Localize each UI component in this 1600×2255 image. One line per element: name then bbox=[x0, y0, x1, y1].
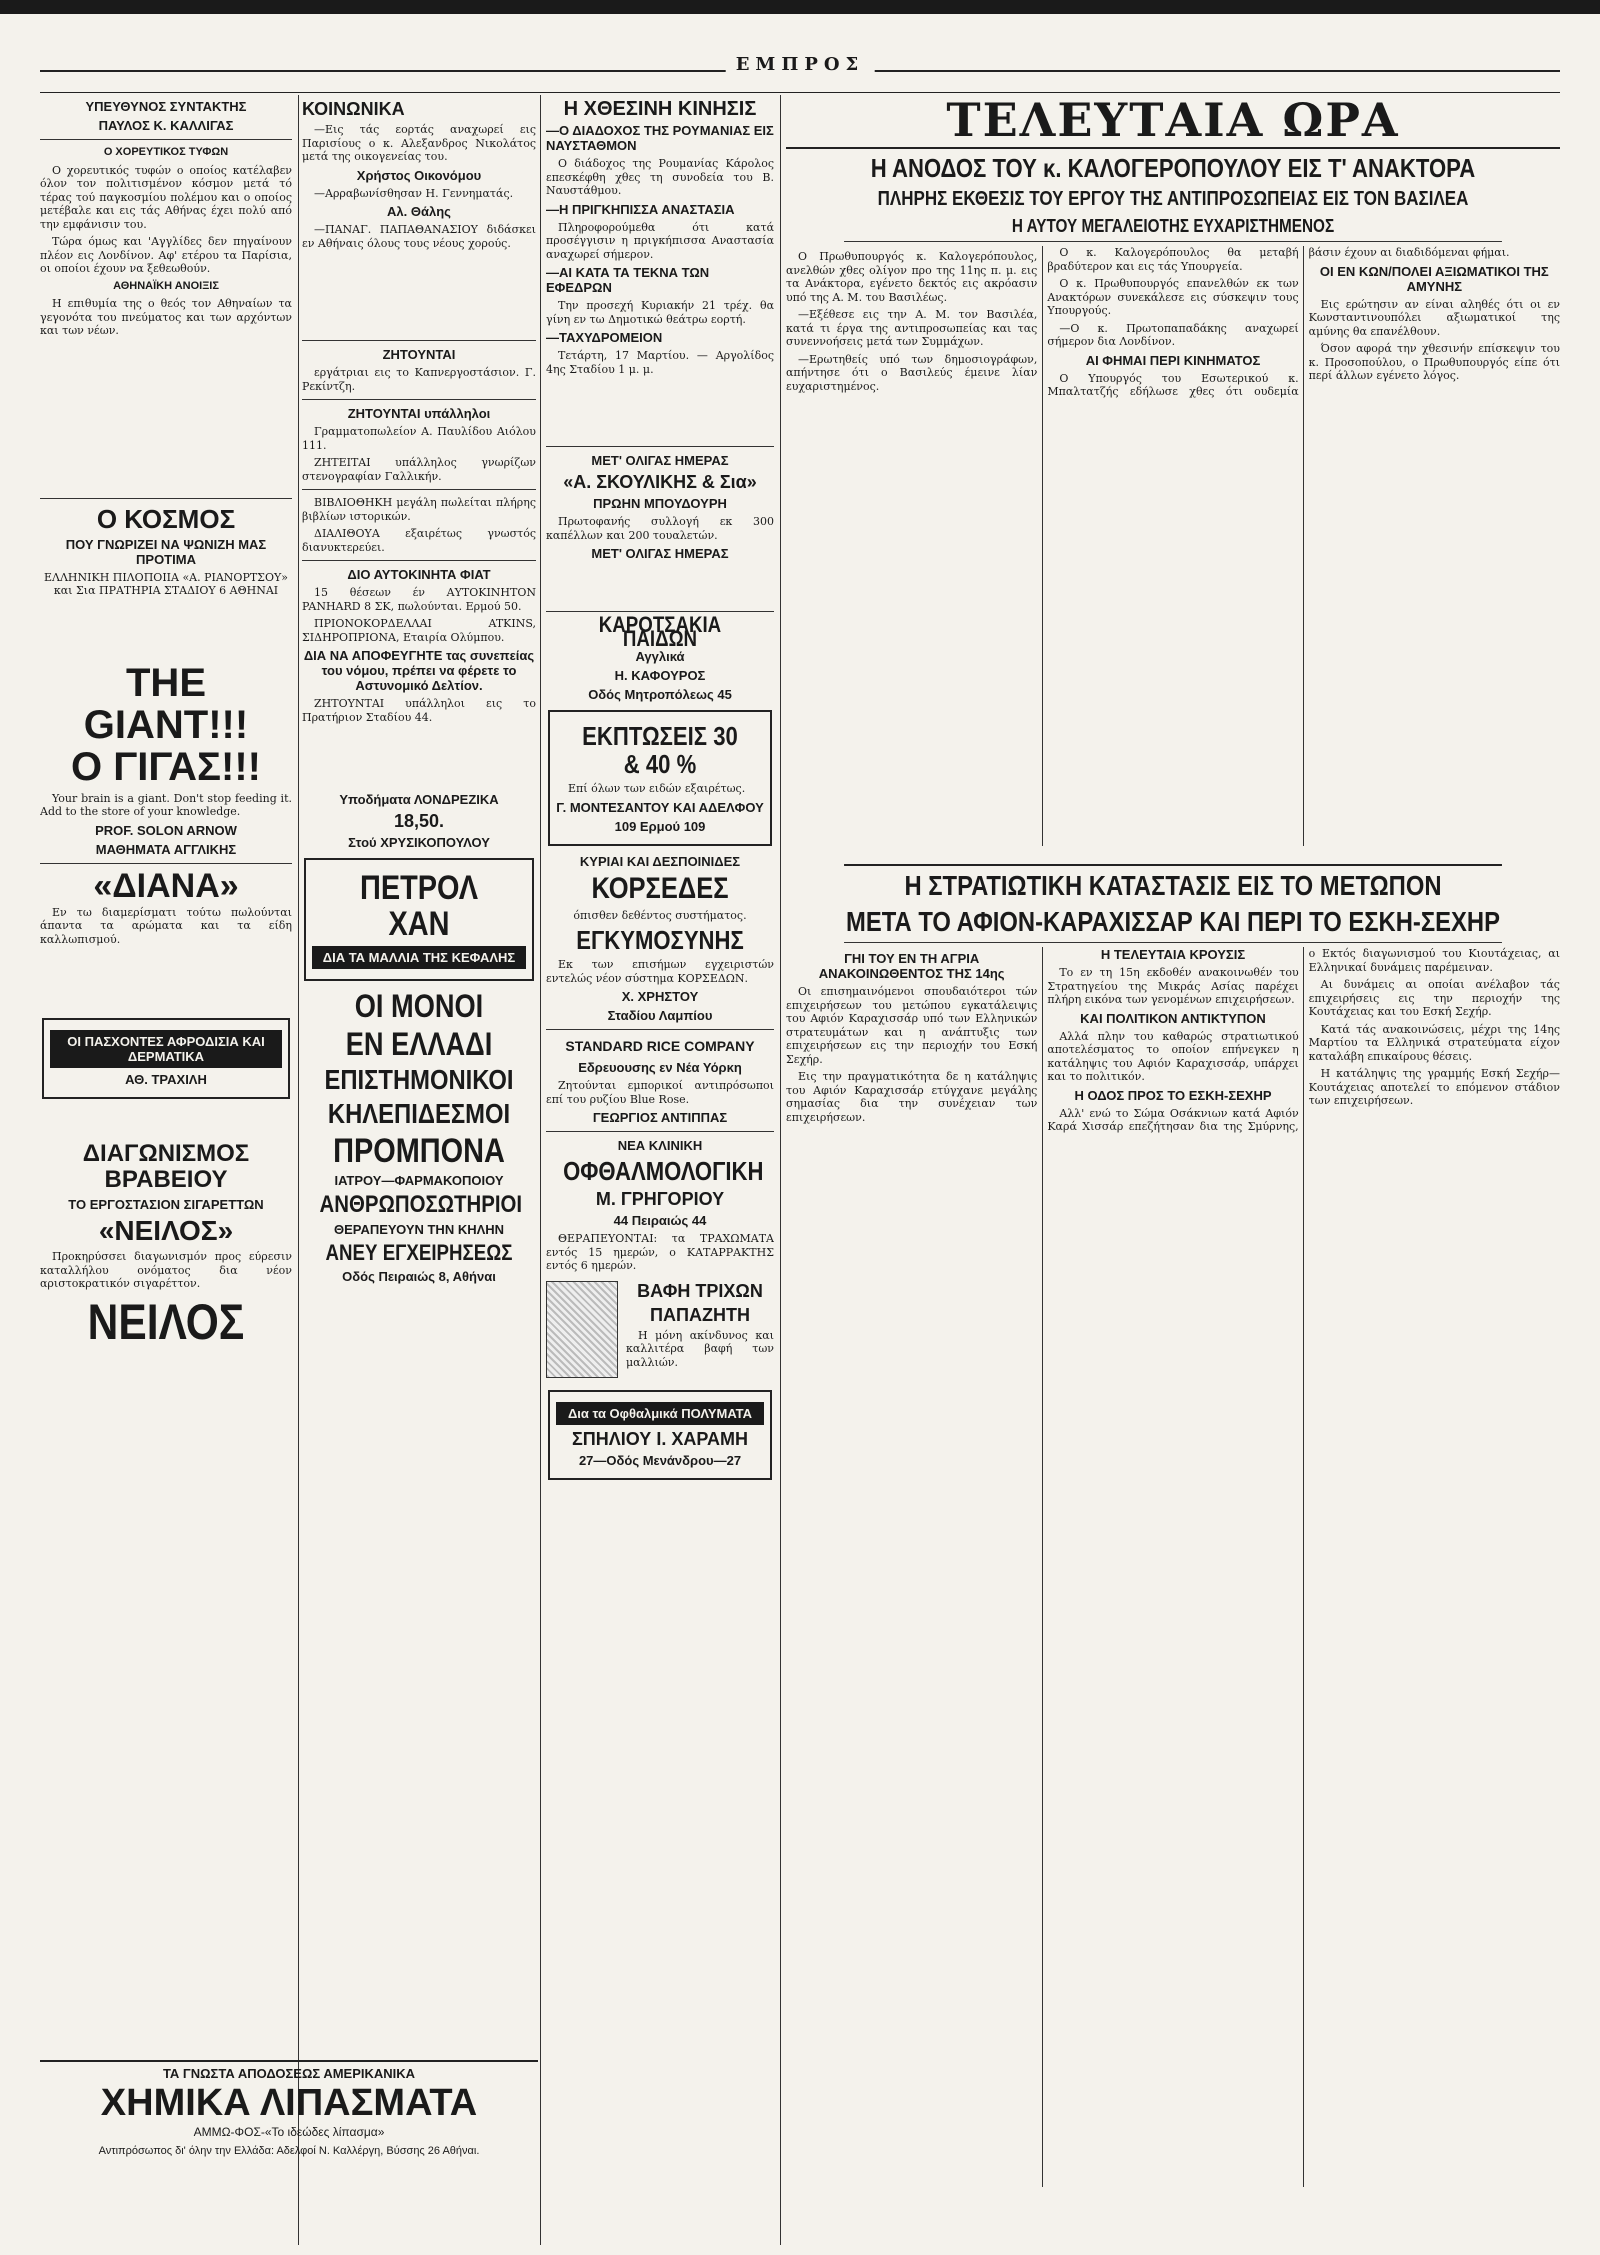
ad-fertilizer-line1: ΤΑ ΓΝΩΣΤΑ ΑΠΟΔΟΣΕΩΣ ΑΜΕΡΙΚΑΝΙΚΑ bbox=[162, 2066, 416, 2081]
ad-prams-address: Οδός Μητροπόλεως 45 bbox=[588, 687, 732, 702]
ad-skoulikis-post: ΜΕΤ' ΟΛΙΓΑΣ ΗΜΕΡΑΣ bbox=[591, 546, 729, 561]
divider bbox=[40, 863, 292, 864]
ad-ortho-2: ΘΕΡΑΠΕΥΟΥΝ ΤΗΝ ΚΗΛΗΝ bbox=[333, 1222, 505, 1237]
ad-rice-sub: Εδρευουσης εν Νέα Υόρκη bbox=[578, 1060, 742, 1075]
ad-monoi-4: ΚΗΛΕΠΙΔΕΣΜΟΙ bbox=[327, 1098, 511, 1129]
classified-title: ΔΙΑ ΝΑ ΑΠΟΦΕΥΓΗΤΕ τας συνεπείας του νόμου, πρέπει να φέρετε το Αστυνομικό Δελτίον. bbox=[303, 648, 535, 693]
ad-optics-name: ΣΠΗΛΙΟΥ Ι. ΧΑΡΑΜΗ bbox=[572, 1428, 748, 1449]
lead-section-head: ΑΙ ΦΗΜΑΙ ΠΕΡΙ ΚΙΝΗΜΑΤΟΣ bbox=[1085, 352, 1261, 368]
ad-discount-address: 109 Ερμού 109 bbox=[614, 818, 706, 834]
ad-monoi-3: ΕΠΙΣΤΗΜΟΝΙΚΟΙ bbox=[324, 1064, 514, 1095]
front-paragraph: Το εν τη 15η εκδοθέν ανακοινωθέν του Στρατηγείου της Μικράς Ασίας παρέχει πλήρη εικόνα των γενομένων επιχειρήσεων. bbox=[1047, 966, 1299, 1006]
ad-monoi-5: ΠΡΟΜΠΟΝΑ bbox=[333, 1132, 505, 1170]
column-1 bbox=[40, 95, 292, 2055]
ad-giant-greek: Ο ΓΙΓΑΣ!!! bbox=[71, 744, 261, 789]
news-subhead: —ΑΙ ΚΑΤΑ ΤΑ ΤΕΚΝΑ ΤΩΝ ΕΦΕΔΡΩΝ bbox=[546, 265, 710, 295]
editor-name: ΠΑΥΛΟΣ Κ. ΚΑΛΛΙΓΑΣ bbox=[98, 118, 234, 133]
section-title-movement: Η ΧΘΕΣΙΝΗ ΚΙΝΗΣΙΣ bbox=[563, 98, 757, 120]
lead-story bbox=[786, 95, 1560, 855]
divider bbox=[302, 399, 536, 400]
spacer bbox=[546, 565, 774, 605]
ad-diana-title: «ΔΙΑΝΑ» bbox=[93, 866, 239, 905]
ad-corset-sub: όπισθεν δεθέντος συστήματος. bbox=[573, 908, 747, 922]
classified-body: 15 θέσεων έν ΑΥΤΟΚΙΝΗΤΟΝ PANHARD 8 ΣΚ, πωλούνται. Ερμού 50. bbox=[302, 586, 536, 613]
classified-body: ΔΙΑΛΙΘΟΥΑ εξαιρέτως γνωστός διανυκτερεύει. bbox=[302, 527, 536, 554]
lead-section-head: ΟΙ ΕΝ ΚΩΝ/ΠΟΛΕΙ ΑΞΙΩΜΑΤΙΚΟΙ ΤΗΣ ΑΜΥΝΗΣ bbox=[1319, 263, 1549, 294]
classified-title: ΖΗΤΟΥΝΤΑΙ bbox=[382, 347, 456, 362]
divider bbox=[302, 489, 536, 490]
front-paragraph: Αλλ' ενώ το Σώμα Οσάκνιων κατά Αφιόν Καρά Χισσάρ επεζήτησαν δια της Σμύρνης, ο Εκτός διαγωνισμού του Κιουτάχειας, αι Ελληνικαί δυνάμεις παρέμειναν. bbox=[1047, 947, 1560, 1133]
news-paragraph: Ο διάδοχος της Ρουμανίας Κάρολος επεσκέφθη χθες τη συνοδεία του Β. Ναυστάθμου. bbox=[546, 157, 774, 197]
masthead bbox=[40, 54, 1560, 93]
social-name: Χρήστος Οικονόμου bbox=[356, 167, 482, 183]
divider bbox=[40, 139, 292, 140]
article-paragraph: Ο χορευτικός τυφών ο οποίος κατέλαβεν όλον τον πολιτισμένον κόσμον μετά τό τέρας τού παγκοσμίου πολέμου και ο οποίος μετέβαλε και εις τάς Αθήνας έχει πολύ από την εμφάνισιν του. bbox=[40, 163, 292, 231]
ad-corset-pre: ΚΥΡΙΑΙ ΚΑΙ ΔΕΣΠΟΙΝΙΔΕΣ bbox=[579, 853, 741, 869]
ad-discount-title: ΕΚΠΤΩΣΕΙΣ 30 & 40 % bbox=[582, 721, 738, 779]
ad-clinic-body: ΘΕΡΑΠΕΥΟΝΤΑΙ: τα ΤΡΑΧΩΜΑΤΑ εντός 15 ημερών, ο ΚΑΤΑΡΡΑΚΤΗΣ εντός 6 ημερών. bbox=[546, 1232, 774, 1272]
column-rule bbox=[780, 95, 781, 2245]
lead-paragraph: Ο Υπουργός του Εσωτερικού κ. Μπαλτατζής εδήλωσε χθες ότι ουδεμία βάσιν έχουν αι διαδιδόμεναι φήμαι. bbox=[1047, 246, 1510, 398]
front-section-head: Η ΟΔΟΣ ΠΡΟΣ ΤΟ ΕΣΚΗ-ΣΕΧΗΡ bbox=[1074, 1087, 1272, 1103]
ad-corset-title: ΚΟΡΣΕΔΕΣ bbox=[591, 871, 729, 905]
ad-fertilizer bbox=[40, 2060, 538, 2212]
spacer bbox=[302, 728, 536, 788]
spacer bbox=[40, 602, 292, 662]
spacer bbox=[302, 254, 536, 334]
front-deck: ΓΗΙ ΤΟΥ ΕΝ ΤΗ ΑΓΡΙΑ ΑΝΑΚΟΙΝΩΘΕΝΤΟΣ ΤΗΣ 14ης bbox=[818, 951, 1005, 981]
ad-discount-shop: Γ. ΜΟΝΤΕΣΑΝΤΟΥ ΚΑΙ ΑΔΕΛΦΟΥ bbox=[556, 799, 764, 815]
ad-skoulikis-pre: ΜΕΤ' ΟΛΙΓΑΣ ΗΜΕΡΑΣ bbox=[591, 453, 729, 468]
classified-title: ΖΗΤΟΥΝΤΑΙ υπάλληλοι bbox=[347, 406, 491, 421]
ad-discount bbox=[548, 710, 772, 846]
classified-body: ΒΙΒΛΙΟΘΗΚΗ μεγάλη πωλείται πλήρης βιβλίων ιστορικών. bbox=[302, 496, 536, 523]
front-headline: Η ΣΤΡΑΤΙΩΤΙΚΗ ΚΑΤΑΣΤΑΣΙΣ ΕΙΣ ΤΟ ΜΕΤΩΠΟΝ bbox=[844, 864, 1502, 902]
lead-body bbox=[786, 246, 1560, 846]
article-side-head: Ο ΧΟΡΕΥΤΙΚΟΣ ΤΥΦΩΝ bbox=[103, 146, 229, 158]
ad-monoi-1: ΟΙ ΜΟΝΟΙ bbox=[354, 988, 484, 1024]
ad-optics bbox=[548, 1390, 772, 1480]
lead-paragraph: —Ερωτηθείς υπό των δημοσιογράφων, απήντησε ότι ο Βασιλεύς έμεινε λίαν ευχαριστημένος. bbox=[786, 352, 1038, 393]
social-paragraph: —ΠΑΝΑΓ. ΠΑΠΑΘΑΝΑΣΙΟΥ διδάσκει εν Αθήναις όλους τους νέους χορούς. bbox=[302, 223, 536, 250]
ad-neilos-big: ΝΕΙΛΟΣ bbox=[87, 1293, 245, 1350]
lead-headline: Η ΑΝΟΔΟΣ ΤΟΥ κ. ΚΑΛΟΓΕΡΟΠΟΥΛΟΥ ΕΙΣ Τ' ΑΝΑΚΤΟΡΑ bbox=[870, 153, 1476, 183]
ad-hairdye-brand: ΠΑΠΑΖΗΤΗ bbox=[650, 1304, 750, 1325]
news-paragraph: Τετάρτη, 17 Μαρτίου. — Αργολίδος 4ης Σταδίου 1 μ. μ. bbox=[546, 349, 774, 376]
ad-rice-title: STANDARD RICE COMPANY bbox=[565, 1038, 755, 1054]
ad-ortho-address: Οδός Πειραιώς 8, Αθήναι bbox=[342, 1269, 496, 1284]
ad-hairdye bbox=[546, 1277, 774, 1382]
ad-rice-contact: ΓΕΩΡΓΙΟΣ ΑΝΤΙΠΠΑΣ bbox=[592, 1110, 728, 1125]
ad-pregnancy-address: Σταδίου Λαμπίου bbox=[607, 1008, 713, 1023]
ad-prof-name: PROF. SOLON ARNOW bbox=[95, 822, 237, 838]
spacer bbox=[546, 380, 774, 440]
lead-paragraph: Ο κ. Πρωθυπουργός επανελθών εκ των Ανακτόρων συνεκάλεσε εις σύσκεψιν τους Υπουργούς. bbox=[1047, 277, 1299, 317]
front-body bbox=[786, 947, 1560, 2187]
ad-monoi-2: ΕΝ ΕΛΛΑΔΙ bbox=[345, 1026, 493, 1062]
ad-monoi-sub: ΙΑΤΡΟΥ—ΦΑΡΜΑΚΟΠΟΙΟΥ bbox=[334, 1173, 504, 1188]
ad-discount-body: Επί όλων των ειδών εξαιρέτως. bbox=[568, 782, 746, 795]
news-paragraph: Πληροφορούμεθα ότι κατά προσέγγισιν η πριγκήπισσα Αναστασία αναχωρεί σήμερον. bbox=[546, 220, 774, 261]
section-title-social: ΚΟΙΝΩΝΙΚΑ bbox=[302, 99, 405, 119]
column-rule bbox=[540, 95, 541, 2245]
ad-shoes: Υποδήματα ΛΟΝΔΡΕΖΙΚΑ bbox=[339, 792, 499, 807]
front-section-head: ΚΑΙ ΠΟΛΙΤΙΚΟΝ ΑΝΤΙΚΤΥΠΟΝ bbox=[1080, 1010, 1266, 1026]
masthead-title: ΕΜΠΡΟΣ bbox=[726, 54, 875, 75]
ad-skoulikis-title: «Α. ΣΚΟΥΛΙΚΗΣ & Σια» bbox=[563, 472, 757, 492]
ad-neilos-title: «ΝΕΙΛΟΣ» bbox=[98, 1215, 234, 1246]
divider bbox=[40, 498, 292, 499]
front-subhead: ΜΕΤΑ ΤΟ ΑΦΙΟΝ-ΚΑΡΑΧΙΣΣΑΡ ΚΑΙ ΠΕΡΙ ΤΟ ΕΣΚΗ-ΣΕΧΗΡ bbox=[844, 906, 1502, 943]
front-paragraph: Αι δυνάμεις αι οποίαι ανέλαβον τάς επιχειρήσεις εις την περιοχήν της Κουτάχειας και του Εσκή Σεχήρ. bbox=[1308, 978, 1560, 1018]
ad-clinic-address: 44 Πειραιώς 44 bbox=[613, 1213, 707, 1228]
top-rule bbox=[0, 0, 1600, 14]
front-paragraph: Εις την πραγματικότητα δε η κατάληψις του Αφιόν Καραχισσάρ ετύγχανε μεγάλης σημασίας δια την συνέχειαν των επιχειρήσεων. bbox=[786, 1070, 1038, 1124]
ad-skoulikis-sub: ΠΡΩΗΝ ΜΠΟΥΔΟΥΡΗ bbox=[593, 496, 727, 511]
front-paragraph: Αλλά πλην του καθαρώς στρατιωτικού αποτελέσματος το οποίον επήνεγκεν η κατάληψις του Αφιόν Καραχισσάρ, υπάρχει και το πολιτικόν. bbox=[1047, 1029, 1299, 1083]
lead-paragraph: Εις ερώτησιν αν είναι αληθές ότι οι εν Κωνσταντινουπόλει αξιωματικοί της αμύνης θα επανέλθουν. bbox=[1308, 297, 1560, 338]
ad-prams-shop: Η. ΚΑΦΟΥΡΟΣ bbox=[614, 668, 706, 683]
classified-title: ΔΙΟ ΑΥΤΟΚΙΝΗΤΑ ΦΙΑΤ bbox=[347, 567, 491, 582]
column-2 bbox=[302, 95, 536, 2055]
divider bbox=[546, 446, 774, 447]
ad-petrol-sub: ΔΙΑ ΤΑ ΜΑΛΛΙΑ ΤΗΣ ΚΕΦΑΛΗΣ bbox=[312, 946, 526, 969]
spacer bbox=[40, 950, 292, 1010]
ad-pasxontes-title: ΟΙ ΠΑΣΧΟΝΤΕΣ ΑΦΡΟΔΙΣΙΑ ΚΑΙ ΔΕΡΜΑΤΙΚΑ bbox=[50, 1030, 282, 1068]
article-side-head: ΑΘΗΝΑΪΚΗ ΑΝΟΙΞΙΣ bbox=[113, 279, 219, 292]
news-paragraph: Την προσεχή Κυριακήν 21 τρέχ. θα γίνη εν τω Δημοτικώ θεάτρω εορτή. bbox=[546, 299, 774, 326]
ad-pasxontes-doctor: ΑΘ. ΤΡΑΧΙΛΗ bbox=[125, 1072, 207, 1087]
ad-optics-line: Δια τα Οφθαλμικά ΠΟΛΥΜΑΤΑ bbox=[556, 1402, 764, 1425]
article-paragraph: Τώρα όμως και 'Αγγλίδες δεν πηγαίνουν πλέον εις Λονδίνον. Αφ' ετέρου τα Παρίσια, οι οποίοι έχουν να ξεθεωθούν. bbox=[40, 235, 292, 275]
ad-hairdye-title: ΒΑΦΗ ΤΡΙΧΩΝ bbox=[637, 1280, 763, 1301]
front-paragraph: Οι επισημαινόμενοι σπουδαιότεροι τών επιχειρήσεων του μετώπου εγκατάλειψις του Αφιόν Καραχισσάρ υπό των Ελληνικών στρατευμάτων και η ανάπτυξις των επιχειρήσεων εις την περιοχήν του Εσκή Σεχήρ. bbox=[786, 985, 1038, 1066]
ad-clinic-pre: ΝΕΑ ΚΛΙΝΙΚΗ bbox=[617, 1138, 703, 1153]
front-paragraph: Η κατάληψις της γραμμής Εσκή Σεχήρ—Κουτάχειας αποτελεί το επόμενον στάδιον των επιχειρήσεων. bbox=[1308, 1067, 1560, 1107]
ad-shoes-price: 18,50. bbox=[393, 811, 445, 831]
news-subhead: —Ο ΔΙΑΔΟΧΟΣ ΤΗΣ ΡΟΥΜΑΝΙΑΣ ΕΙΣ ΝΑΥΣΤΑΘΜΟΝ bbox=[546, 123, 774, 153]
ad-pregnancy-title: ΕΓΚΥΜΟΣΥΝΗΣ bbox=[576, 925, 744, 955]
classified-body: εργάτριαι εις το Καπνεργοστάσιον. Γ. Ρεκίντζη. bbox=[302, 366, 536, 393]
front-paragraph: Κατά τάς ανακοινώσεις, μέχρι της 14ης Μαρτίου τα Ελληνικά στρατεύματα είχον καταλάβη επικαίρους θέσεις. bbox=[1308, 1022, 1560, 1063]
lead-paragraph: Όσον αφορά την χθεσινήν επίσκεψιν του κ. Προσοπούλου, ο Πρωθυπουργός είπε ότι περί άλλων εγένετο λόγος. bbox=[1308, 342, 1560, 382]
ad-petrol-title: ΠΕΤΡΟΛ ΧΑΝ bbox=[359, 869, 479, 943]
social-name: Αλ. Θάλης bbox=[387, 204, 451, 219]
lead-paragraph: —Εξέθεσε εις την Α. Μ. τον Βασιλέα, κατά τι έργα της αντιπροσωπείας και τας συνεννοήσεις μετά των Συμμάχων. bbox=[786, 308, 1038, 348]
text-filler bbox=[40, 342, 292, 492]
lead-paragraph: —Ο κ. Πρωτοπαπαδάκης αναχωρεί σήμερον δια Λονδίνον. bbox=[1047, 321, 1299, 348]
ad-ortho-1: ΑΝΘΡΩΠΟΣΩΤΗΡΙΟΙ bbox=[319, 1191, 523, 1218]
ad-prams-title: ΚΑΡΟΤΣΑΚΙΑ ΠΑΙΔΩΝ bbox=[598, 612, 722, 651]
divider bbox=[302, 560, 536, 561]
lead-kicker: ΤΕΛΕΥΤΑΙΑ ΩΡΑ bbox=[786, 97, 1560, 149]
ad-optics-address: 27—Οδός Μενάνδρου—27 bbox=[578, 1452, 742, 1468]
news-subhead: —ΤΑΧΥΔΡΟΜΕΙΟΝ bbox=[546, 330, 663, 345]
lead-paragraph: Ο Πρωθυπουργός κ. Καλογερόπουλος, ανελθών χθες ολίγον προ της 11ης π. μ. εις τα Ανάκτορα, εγένετο δεκτός εις ακρόασιν υπό της Α. Μ. του Βασιλέως. bbox=[786, 250, 1038, 304]
classified-body: ΠΡΙΟΝΟΚΟΡΔΕΛΛΑΙ ATKINS, ΣΙΔΗΡΟΠΡΙΟΝΑ, Εταιρία Ολύμπου. bbox=[302, 617, 536, 644]
front-section-head: Η ΤΕΛΕΥΤΑΙΑ ΚΡΟΥΣΙΣ bbox=[1100, 947, 1246, 962]
news-subhead: —Η ΠΡΙΓΚΗΠΙΣΣΑ ΑΝΑΣΤΑΣΙΑ bbox=[546, 201, 735, 217]
ad-pregnancy-body: Εκ των επισήμων εγχειριστών εντελώς νέον σύστημα ΚΟΡΣΕΔΩΝ. bbox=[546, 958, 774, 985]
ad-clinic-doctor: Μ. ΓΡΗΓΟΡΙΟΥ bbox=[595, 1189, 725, 1209]
ad-giant-body: Your brain is a giant. Don't stop feeding it. Add to the store of your knowledge. bbox=[40, 791, 292, 818]
ad-pasxontes bbox=[42, 1018, 290, 1099]
ad-giant-title: THE GIANT!!! bbox=[83, 660, 249, 747]
ad-fertilizer-title: ΧΗΜΙΚΑ ΛΙΠΑΣΜΑΤΑ bbox=[100, 2082, 478, 2124]
ad-kosmos-subtitle: ΠΟΥ ΓΝΩΡΙΖΕΙ ΝΑ ΨΩΝΙΖΗ ΜΑΣ ΠΡΟΤΙΜΑ bbox=[65, 536, 267, 567]
hairdye-illustration bbox=[546, 1281, 618, 1378]
divider bbox=[302, 340, 536, 341]
ad-contest-title: ΔΙΑΓΩΝΙΣΜΟΣ ΒΡΑΒΕΙΟΥ bbox=[82, 1140, 250, 1193]
social-paragraph: —Εις τάς εορτάς αναχωρεί εις Παρισίους ο κ. Αλεξανδρος Νικολάτος μετά της οικογενείας του. bbox=[302, 123, 536, 163]
social-paragraph: —Αρραβωνίσθησαν Η. Γεννηματάς. bbox=[314, 186, 514, 200]
column-rule bbox=[298, 95, 299, 2245]
ad-neilos-body: Προκηρύσσει διαγωνισμόν προς εύρεσιν καταλλήλου ονόματος δια νέον αριστοκρατικόν σιγαρέττον. bbox=[40, 1250, 292, 1290]
ad-shoes-shop: Στού ΧΡΥΣΙΚΟΠΟΥΛΟΥ bbox=[348, 835, 490, 850]
lead-deck: Η ΑΥΤΟΥ ΜΕΓΑΛΕΙΟΤΗΣ ΕΥΧΑΡΙΣΤΗΜΕΝΟΣ bbox=[844, 215, 1502, 242]
classified-body: Γραμματοπωλείον Α. Παυλίδου Αιόλου 111. bbox=[302, 425, 536, 452]
ad-ortho-3: ΑΝΕΥ ΕΓΧΕΙΡΗΣΕΩΣ bbox=[325, 1240, 513, 1265]
ad-prams-sub: Αγγλικά bbox=[635, 649, 685, 664]
classified-body: ΖΗΤΟΥΝΤΑΙ υπάλληλοι εις το Πρατήριον Σταδίου 44. bbox=[302, 697, 536, 724]
ad-fertilizer-line4: Αντιπρόσωπος δι' όλην την Ελλάδα: Αδελφοί Ν. Καλλέργη, Βύσσης 26 Αθήναι. bbox=[98, 2145, 480, 2157]
divider bbox=[546, 1029, 774, 1030]
lead-subhead: ΠΛΗΡΗΣ ΕΚΘΕΣΙΣ ΤΟΥ ΕΡΓΟΥ ΤΗΣ ΑΝΤΙΠΡΟΣΩΠΕΙΑΣ ΕΙΣ ΤΟΝ ΒΑΣΙΛΕΑ bbox=[877, 188, 1469, 210]
ad-prof-sub: ΜΑΘΗΜΑΤΑ ΑΓΓΛΙΚΗΣ bbox=[95, 841, 237, 857]
ad-pregnancy-name: Χ. ΧΡΗΣΤΟΥ bbox=[621, 989, 699, 1004]
spacer bbox=[40, 1107, 292, 1137]
ad-fertilizer-line3: ΑΜΜΩ-ΦΟΣ-«Το ιδεώδες λίπασμα» bbox=[193, 2125, 385, 2139]
column-3 bbox=[546, 95, 774, 2225]
editor-label: ΥΠΕΥΘΥΝΟΣ ΣΥΝΤΑΚΤΗΣ bbox=[85, 99, 247, 114]
front-story bbox=[786, 860, 1560, 2200]
article-paragraph: Η επιθυμία της ο θεός τον Αθηναίων τα γεγονότα του πνεύματος και των αρχόντων και των νέων. bbox=[40, 297, 292, 337]
ad-clinic-title: ΟΦΘΑΛΜΟΛΟΓΙΚΗ bbox=[563, 1156, 764, 1186]
classified-body: ΖΗΤΕΙΤΑΙ υπάλληλος γνωρίζων στενογραφίαν Γαλλικήν. bbox=[302, 456, 536, 483]
ad-diana-body: Εν τω διαμερίσματι τούτω πωλούνται άπαντα τα αρώματα και τα είδη καλλωπισμού. bbox=[40, 905, 292, 946]
ad-hairdye-body: Η μόνη ακίνδυνος και καλλιτέρα βαφή των μαλλιών. bbox=[626, 1328, 774, 1369]
ad-petrol bbox=[304, 858, 534, 981]
ad-rice-body: Ζητούνται εμπορικοί αντιπρόσωποι επί του ρυζίου Blue Rose. bbox=[546, 1079, 774, 1106]
ad-skoulikis-body: Πρωτοφανής συλλογή εκ 300 καπέλλων και 200 τουαλετών. bbox=[546, 515, 774, 542]
ad-kosmos-title: Ο ΚΟΣΜΟΣ bbox=[96, 503, 236, 534]
lead-paragraph: Ο κ. Καλογερόπουλος θα μεταβή βραδύτερον και εις τάς Υπουργεία. bbox=[1047, 246, 1299, 273]
divider bbox=[546, 1131, 774, 1132]
ad-contest-sub: ΤΟ ΕΡΓΟΣΤΑΣΙΟΝ ΣΙΓΑΡΕΤΤΩΝ bbox=[68, 1197, 264, 1212]
ad-kosmos-body: ΕΛΛΗΝΙΚΗ ΠΙΛΟΠΟΙΙΑ «Α. ΡΙΑΝΟΡΤΣΟΥ» και Σια ΠΡΑΤΗΡΙΑ ΣΤΑΔΙΟΥ 6 ΑΘΗΝΑΙ bbox=[44, 570, 288, 597]
